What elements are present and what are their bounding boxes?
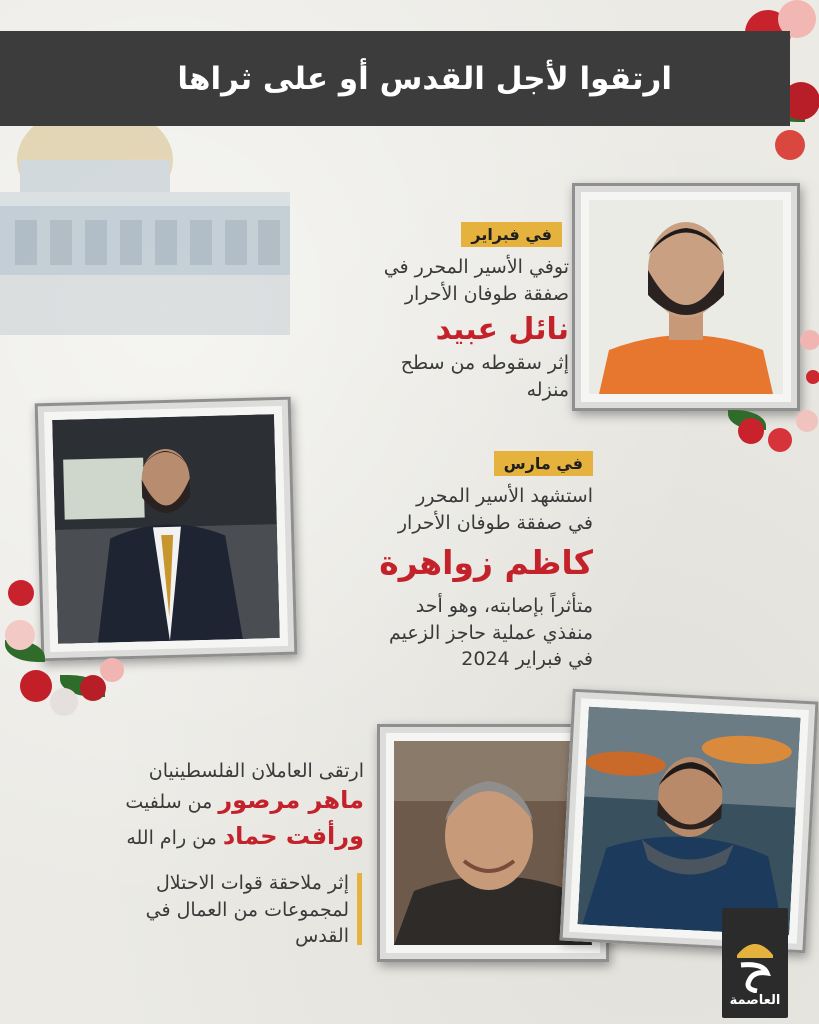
section3-name1: ماهر مرصور [218,786,364,814]
title-bar [0,31,790,126]
section3-name2-row [34,822,364,850]
section3-line1: ارتقى العاملان الفلسطينيان [148,760,364,782]
flowers-right-middle [718,310,819,455]
section2-text-top [293,483,593,536]
section1-text-bottom [269,350,569,403]
section2-name: كاظم زواهرة [379,543,593,582]
flowers-left-middle [0,560,130,720]
section3-accent-bar [357,873,362,945]
section3-name1-row [34,786,364,814]
section3-line2: إثر ملاحقة قوات الاحتلال [155,872,349,894]
section3-line4: القدس [295,925,349,948]
section2-text-bottom [273,593,593,673]
section1-line2: صفقة طوفان الأحرار [404,282,569,305]
section2-line3: متأثراً بإصابته، وهو أحد [415,595,593,617]
section2-line2: في صفقة طوفان الأحرار [397,511,593,534]
dome-of-the-rock-illustration [0,100,300,335]
section2-line1: استشهد الأسير المحرر [416,485,593,507]
date-tag-march: في مارس [494,451,593,476]
section3-line3: لمجموعات من العمال في [145,898,349,921]
logo-emblem-icon [733,933,777,993]
section3-name2: ورأفت حماد [222,822,364,850]
section1-text-top [269,254,569,307]
section3-from2: من رام الله [126,827,217,849]
date-tag-february: في فبراير [461,222,562,247]
section2-line5: في فبراير 2024 [461,648,593,671]
section1-name: نائل عبيد [435,312,569,347]
section1-line1: توفي الأسير المحرر في [383,256,569,278]
section3-from1: من سلفيت [125,791,213,813]
section2-line4: منفذي عملية حاجز الزعيم [388,621,593,644]
section1-line3: إثر سقوطه من سطح [400,352,569,374]
logo-text: العاصمة [729,993,781,1008]
page-title: ارتقوا لأجل القدس أو على ثراها [177,60,672,97]
section3-text-bottom [19,870,349,950]
portrait-photo [577,707,800,936]
section1-line4: منزله [526,378,569,401]
brand-logo [722,908,788,1018]
